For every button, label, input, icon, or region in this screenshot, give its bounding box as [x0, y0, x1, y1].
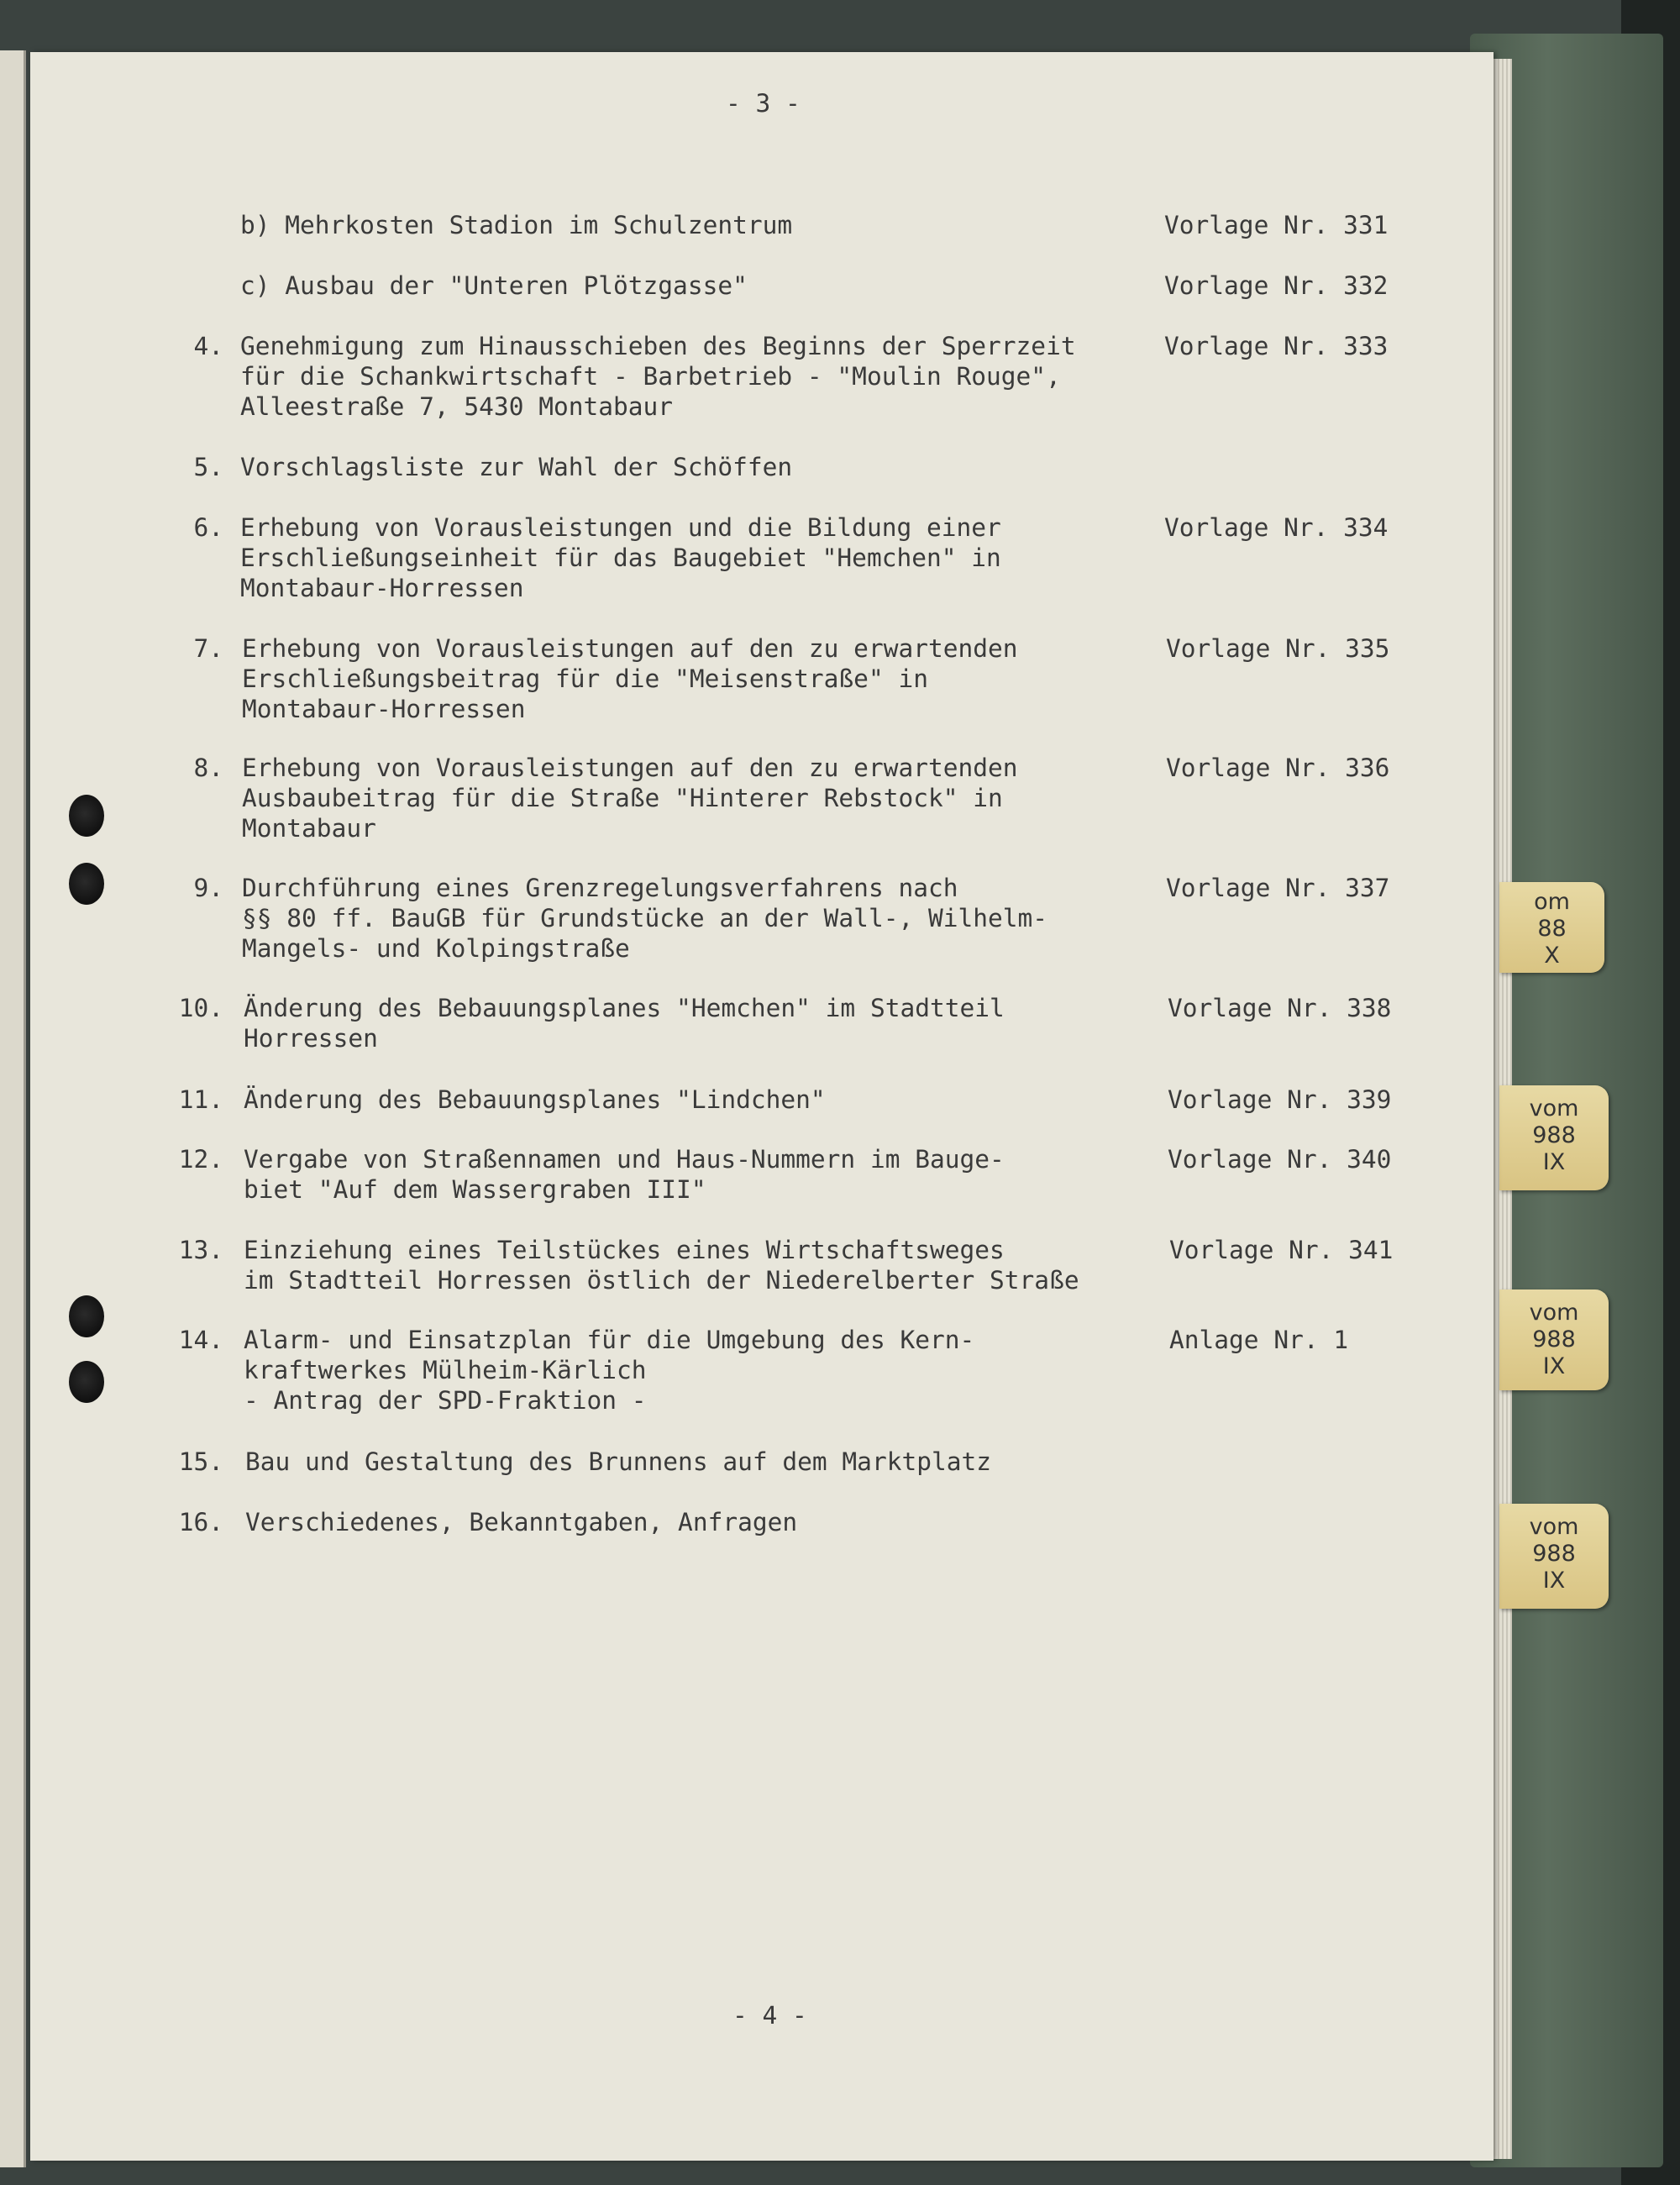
agenda-item-text: Montabaur: [242, 814, 376, 843]
punch-hole: [69, 795, 104, 837]
agenda-item-text: Vergabe von Straßennamen und Haus-Nummern im Bauge-: [244, 1145, 1005, 1174]
agenda-item-text: Vorschlagsliste zur Wahl der Schöffen: [240, 453, 793, 481]
tab-label: X: [1544, 943, 1560, 969]
agenda-item-text: Genehmigung zum Hinausschieben des Beginns der Sperrzeit: [240, 332, 1076, 360]
tab-label: 88: [1537, 916, 1567, 942]
agenda-item-text: Änderung des Bebauungsplanes "Lindchen": [244, 1085, 826, 1114]
tab-label: IX: [1542, 1149, 1566, 1175]
agenda-item-ref: Vorlage Nr. 339: [1168, 1085, 1392, 1114]
agenda-item-text: Erschließungsbeitrag für die "Meisenstraße" in: [242, 664, 928, 693]
agenda-item-text: kraftwerkes Mülheim-Kärlich: [244, 1356, 647, 1384]
agenda-item-ref: Vorlage Nr. 338: [1168, 994, 1392, 1022]
tab-label: IX: [1542, 1353, 1566, 1379]
agenda-item-ref: Vorlage Nr. 334: [1164, 513, 1389, 542]
agenda-item-number: 15.: [178, 1447, 223, 1476]
agenda-item-text: Durchführung eines Grenzregelungsverfahrens nach: [242, 874, 958, 902]
divider-tab-1[interactable]: [1499, 882, 1604, 973]
tab-label: 988: [1532, 1122, 1576, 1148]
agenda-item-number: 9.: [193, 874, 223, 902]
agenda-item-text: - Antrag der SPD-Fraktion -: [244, 1386, 647, 1415]
agenda-item-number: 8.: [193, 754, 223, 782]
agenda-item-text: für die Schankwirtschaft - Barbetrieb - "Moulin Rouge",: [240, 362, 1061, 391]
agenda-item-text: biet "Auf dem Wassergraben III": [244, 1175, 706, 1204]
agenda-item-text: Erhebung von Vorausleistungen auf den zu erwartenden: [242, 754, 1018, 782]
agenda-item-text: Montabaur-Horressen: [242, 695, 526, 723]
tab-label: 988: [1532, 1541, 1576, 1567]
agenda-item-text: Erschließungseinheit für das Baugebiet "Hemchen" in: [240, 544, 1001, 572]
agenda-item-ref: Vorlage Nr. 337: [1166, 874, 1390, 902]
agenda-item-number: 6.: [193, 513, 223, 542]
punch-hole: [69, 1295, 104, 1337]
agenda-item-text: Erhebung von Vorausleistungen und die Bildung einer: [240, 513, 1001, 542]
agenda-item-number: 11.: [178, 1085, 223, 1114]
document-page: [30, 52, 1494, 2161]
agenda-item-number: 5.: [193, 453, 223, 481]
agenda-item-text: Änderung des Bebauungsplanes "Hemchen" im Stadtteil: [244, 994, 1005, 1022]
tab-label: IX: [1542, 1568, 1566, 1594]
left-page-edge: [0, 50, 26, 2167]
agenda-item-text: Ausbaubeitrag für die Straße "Hinterer Rebstock" in: [242, 784, 1003, 812]
agenda-item-text: Alleestraße 7, 5430 Montabaur: [240, 392, 674, 421]
agenda-item-ref: Vorlage Nr. 333: [1164, 332, 1389, 360]
agenda-item-text: §§ 80 ff. BauGB für Grundstücke an der Wall-, Wilhelm-: [242, 904, 1048, 932]
agenda-item-text: Montabaur-Horressen: [240, 574, 524, 602]
page-number-footer: - 4 -: [732, 2001, 807, 2030]
tab-label: om: [1534, 889, 1570, 915]
agenda-item-text: c) Ausbau der "Unteren Plötzgasse": [240, 271, 748, 300]
agenda-item-text: Alarm- und Einsatzplan für die Umgebung des Kern-: [244, 1326, 975, 1354]
agenda-item-number: 7.: [193, 634, 223, 663]
tab-label: vom: [1529, 1300, 1579, 1326]
agenda-item-ref: Vorlage Nr. 331: [1164, 211, 1389, 239]
agenda-item-ref: Vorlage Nr. 340: [1168, 1145, 1392, 1174]
agenda-item-ref: Vorlage Nr. 332: [1164, 271, 1389, 300]
agenda-item-number: 10.: [178, 994, 223, 1022]
tab-label: vom: [1529, 1095, 1579, 1121]
punch-hole: [69, 1361, 104, 1403]
agenda-item-text: Einziehung eines Teilstückes eines Wirtschaftsweges: [244, 1236, 1005, 1264]
agenda-item-text: Bau und Gestaltung des Brunnens auf dem Marktplatz: [245, 1447, 992, 1476]
agenda-item-number: 13.: [178, 1236, 223, 1264]
agenda-item-ref: Vorlage Nr. 341: [1169, 1236, 1394, 1264]
agenda-item-number: 16.: [178, 1508, 223, 1536]
punch-hole: [69, 863, 104, 905]
agenda-item-text: Verschiedenes, Bekanntgaben, Anfragen: [245, 1508, 798, 1536]
agenda-item-text: Mangels- und Kolpingstraße: [242, 934, 630, 963]
divider-tab-3[interactable]: [1499, 1289, 1609, 1390]
agenda-item-number: 4.: [193, 332, 223, 360]
page-number-header: - 3 -: [726, 89, 801, 118]
divider-tab-2[interactable]: [1499, 1085, 1609, 1190]
agenda-item-ref: Vorlage Nr. 336: [1166, 754, 1390, 782]
agenda-item-ref: Anlage Nr. 1: [1169, 1326, 1349, 1354]
agenda-item-text: Erhebung von Vorausleistungen auf den zu erwartenden: [242, 634, 1018, 663]
agenda-item-ref: Vorlage Nr. 335: [1166, 634, 1390, 663]
agenda-item-number: 14.: [178, 1326, 223, 1354]
agenda-item-text: im Stadtteil Horressen östlich der Niederelberter Straße: [244, 1266, 1079, 1295]
agenda-item-number: 12.: [178, 1145, 223, 1174]
agenda-item-text: b) Mehrkosten Stadion im Schulzentrum: [240, 211, 793, 239]
divider-tab-4[interactable]: [1499, 1504, 1609, 1609]
agenda-item-text: Horressen: [244, 1024, 378, 1053]
tab-label: 988: [1532, 1326, 1576, 1352]
tab-label: vom: [1529, 1514, 1579, 1540]
